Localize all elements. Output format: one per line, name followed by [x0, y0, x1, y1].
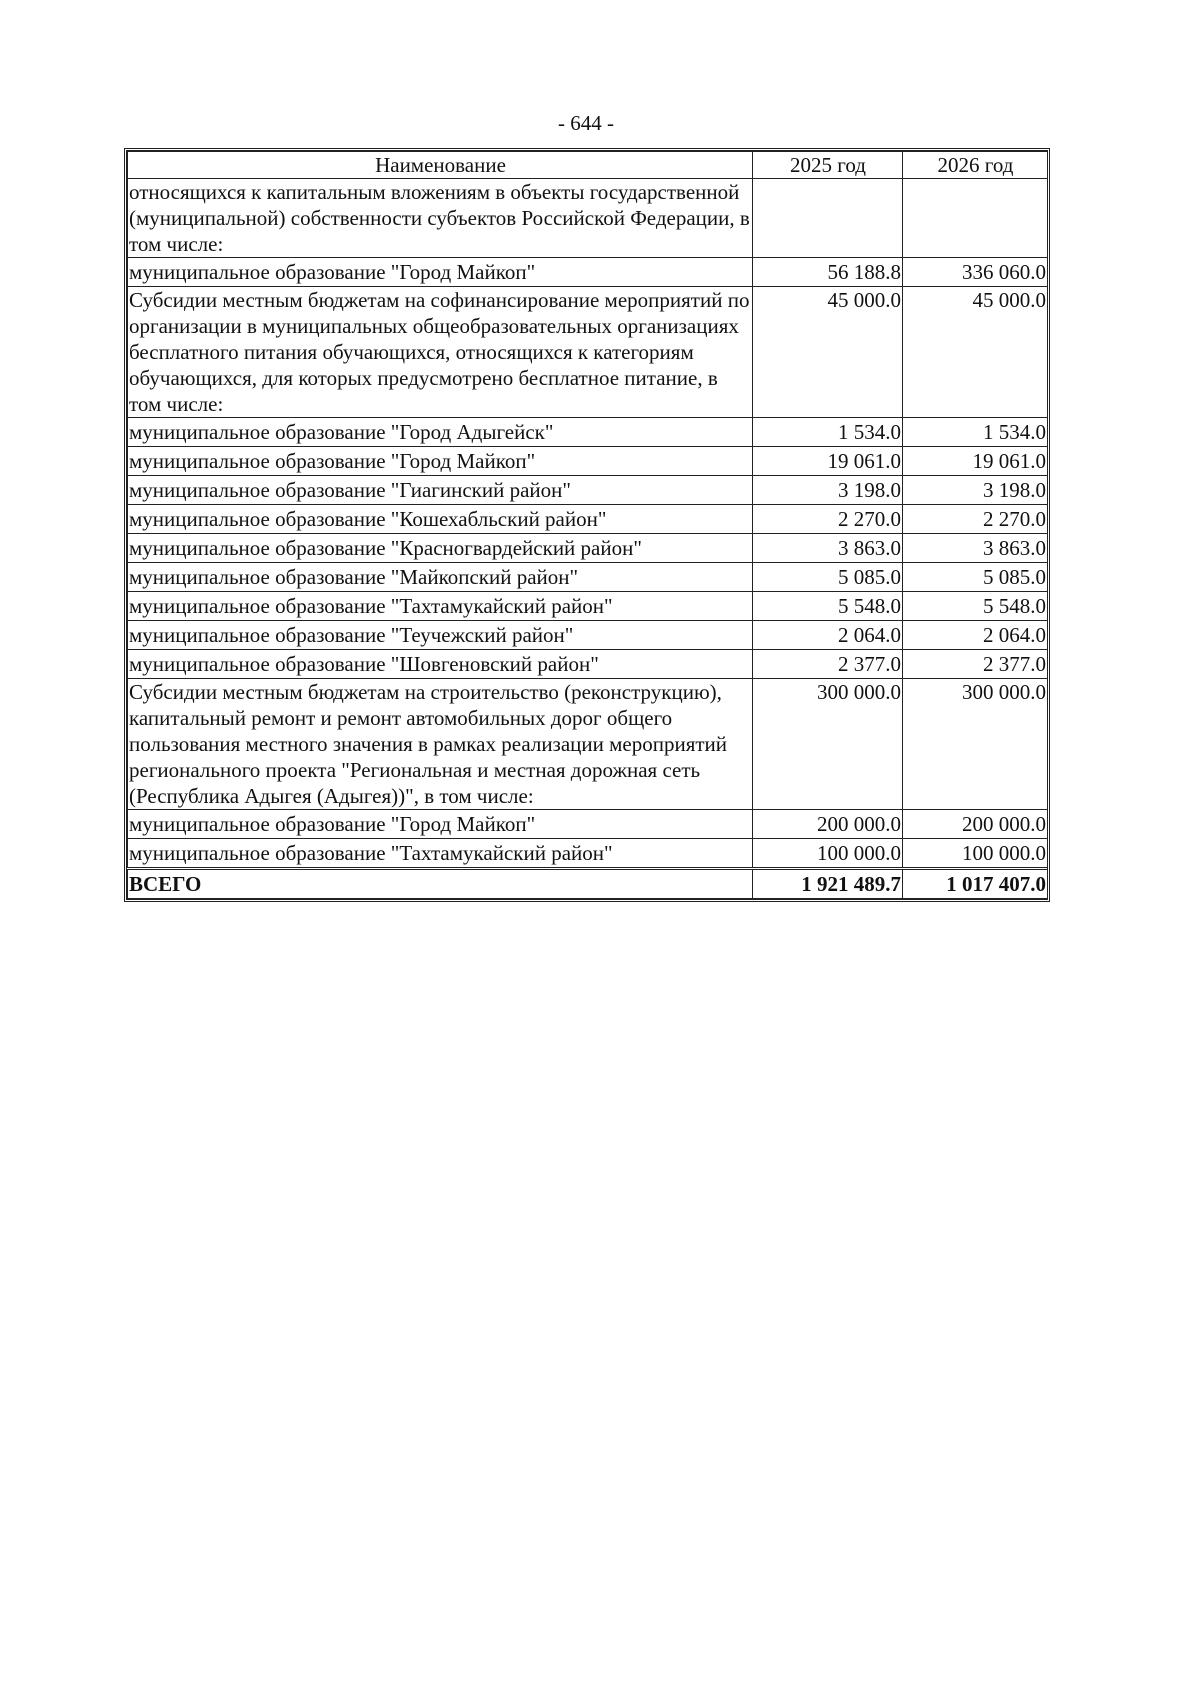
- row-name: относящихся к капитальным вложениям в объекты государственной (муниципальной) собственности субъектов Российской Федерации, в том числе:: [128, 179, 753, 258]
- row-value-2025: 56 188.8: [753, 258, 903, 287]
- table-row: [128, 592, 1048, 621]
- row-name: муниципальное образование "Город Майкоп": [128, 447, 753, 476]
- row-value-2025: 19 061.0: [753, 447, 903, 476]
- table-body: [128, 179, 1048, 899]
- total-label: ВСЕГО: [128, 869, 753, 899]
- column-header-name: Наименование: [128, 152, 753, 179]
- row-value-2026: 5 085.0: [903, 563, 1048, 592]
- table-row: [128, 476, 1048, 505]
- table-header-row: [128, 152, 1048, 179]
- row-value-2026: 100 000.0: [903, 839, 1048, 869]
- row-value-2025: 45 000.0: [753, 287, 903, 418]
- row-value-2026: 1 534.0: [903, 418, 1048, 447]
- row-value-2025: 200 000.0: [753, 810, 903, 839]
- row-name: муниципальное образование "Кошехабльский район": [128, 505, 753, 534]
- row-name: муниципальное образование "Гиагинский район": [128, 476, 753, 505]
- row-value-2025: 5 548.0: [753, 592, 903, 621]
- row-name: муниципальное образование "Тахтамукайский район": [128, 839, 753, 869]
- row-name: муниципальное образование "Красногвардейский район": [128, 534, 753, 563]
- row-name: Субсидии местным бюджетам на строительство (реконструкцию), капитальный ремонт и ремонт автомобильных дорог общего пользования местного значения в рамках реализации мероприятий регионального проекта "Региональная и местная дорожная сеть (Республика Адыгея (Адыгея))", в том числе:: [128, 679, 753, 810]
- row-name: Субсидии местным бюджетам на софинансирование мероприятий по организации в муниципальных общеобразовательных организациях бесплатного питания обучающихся, относящихся к категориям обучающихся, для которых предусмотрено бесплатное питание, в том числе:: [128, 287, 753, 418]
- table-row: [128, 839, 1048, 869]
- row-value-2025: 100 000.0: [753, 839, 903, 869]
- table-row: [128, 179, 1048, 258]
- page-number: - 644 -: [558, 111, 614, 135]
- table-row: [128, 534, 1048, 563]
- table-row: [128, 810, 1048, 839]
- row-value-2025: 3 863.0: [753, 534, 903, 563]
- row-name: муниципальное образование "Тахтамукайский район": [128, 592, 753, 621]
- table-row: [128, 563, 1048, 592]
- row-value-2026: 2 270.0: [903, 505, 1048, 534]
- row-value-2025: 5 085.0: [753, 563, 903, 592]
- row-value-2025: 2 377.0: [753, 650, 903, 679]
- row-value-2026: 200 000.0: [903, 810, 1048, 839]
- row-value-2026: 336 060.0: [903, 258, 1048, 287]
- row-value-2026: 3 863.0: [903, 534, 1048, 563]
- row-value-2025: 3 198.0: [753, 476, 903, 505]
- table-row: [128, 258, 1048, 287]
- row-value-2026: 19 061.0: [903, 447, 1048, 476]
- row-value-2026: 2 377.0: [903, 650, 1048, 679]
- row-name: муниципальное образование "Город Адыгейск": [128, 418, 753, 447]
- row-value-2026: 3 198.0: [903, 476, 1048, 505]
- budget-table-frame: [124, 148, 1050, 902]
- table-row: [128, 505, 1048, 534]
- column-header-2026: 2026 год: [903, 152, 1048, 179]
- table-row: [128, 621, 1048, 650]
- table-row: [128, 650, 1048, 679]
- table-total-row: [128, 869, 1048, 899]
- column-header-2025: 2025 год: [753, 152, 903, 179]
- row-value-2025: 2 270.0: [753, 505, 903, 534]
- row-value-2025: 1 534.0: [753, 418, 903, 447]
- table-row: [128, 418, 1048, 447]
- row-name: муниципальное образование "Город Майкоп": [128, 810, 753, 839]
- row-value-2025: [753, 179, 903, 258]
- total-value-2025: 1 921 489.7: [753, 869, 903, 899]
- row-name: муниципальное образование "Город Майкоп": [128, 258, 753, 287]
- budget-table: [127, 151, 1048, 899]
- table-row: [128, 447, 1048, 476]
- row-value-2026: 2 064.0: [903, 621, 1048, 650]
- row-value-2026: [903, 179, 1048, 258]
- row-name: муниципальное образование "Шовгеновский район": [128, 650, 753, 679]
- row-value-2026: 5 548.0: [903, 592, 1048, 621]
- row-name: муниципальное образование "Майкопский район": [128, 563, 753, 592]
- total-value-2026: 1 017 407.0: [903, 869, 1048, 899]
- row-value-2025: 300 000.0: [753, 679, 903, 810]
- row-value-2026: 300 000.0: [903, 679, 1048, 810]
- table-row: [128, 287, 1048, 418]
- row-value-2026: 45 000.0: [903, 287, 1048, 418]
- row-value-2025: 2 064.0: [753, 621, 903, 650]
- table-row: [128, 679, 1048, 810]
- row-name: муниципальное образование "Теучежский район": [128, 621, 753, 650]
